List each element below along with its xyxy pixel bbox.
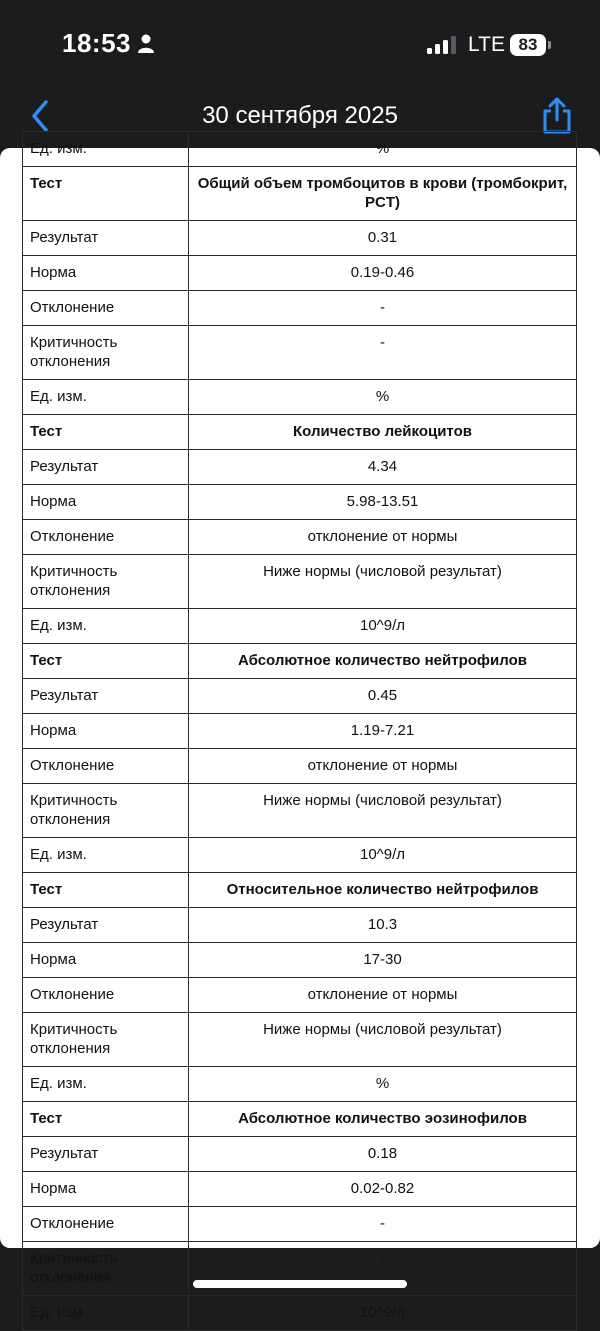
row-label: Ед. изм. — [23, 838, 189, 873]
row-label: Отклонение — [23, 749, 189, 784]
table-row — [23, 520, 577, 555]
table-row — [23, 1067, 577, 1102]
results-content[interactable] — [0, 140, 600, 1321]
row-label: Норма — [23, 256, 189, 291]
row-label: Ед. изм. — [23, 1067, 189, 1102]
table-row — [23, 1207, 577, 1242]
page-title: 30 сентября 2025 — [202, 102, 398, 129]
table-row — [23, 1296, 577, 1331]
table-row — [23, 450, 577, 485]
table-test-row — [23, 644, 577, 679]
table-row — [23, 326, 577, 380]
share-icon — [540, 96, 574, 136]
row-value: - — [189, 1242, 577, 1296]
row-value: 10^9/л — [189, 609, 577, 644]
row-label: Ед. изм. — [23, 132, 189, 167]
table-row — [23, 555, 577, 609]
row-label: Результат — [23, 679, 189, 714]
table-test-row — [23, 1102, 577, 1137]
table-row — [23, 908, 577, 943]
table-row — [23, 1172, 577, 1207]
row-value: 5.98-13.51 — [189, 485, 577, 520]
row-value: Ниже нормы (числовой результат) — [189, 1013, 577, 1067]
status-bar — [0, 0, 600, 90]
row-label: Отклонение — [23, 291, 189, 326]
table-row — [23, 132, 577, 167]
row-value: % — [189, 380, 577, 415]
row-value: 10^9/л — [189, 1296, 577, 1331]
row-label: Норма — [23, 485, 189, 520]
table-row — [23, 221, 577, 256]
test-label: Тест — [23, 415, 189, 450]
row-label: Результат — [23, 1137, 189, 1172]
home-indicator[interactable] — [193, 1280, 407, 1288]
row-value: 0.19-0.46 — [189, 256, 577, 291]
row-label: Ед. изм. — [23, 1296, 189, 1331]
row-value: 4.34 — [189, 450, 577, 485]
status-time: 18:53 — [62, 28, 131, 58]
cellular-signal-icon — [427, 35, 459, 60]
row-label: Критичность отклонения — [23, 326, 189, 380]
test-label: Тест — [23, 167, 189, 221]
table-row — [23, 485, 577, 520]
row-value: 10.3 — [189, 908, 577, 943]
row-label: Критичность отклонения — [23, 555, 189, 609]
row-label: Норма — [23, 943, 189, 978]
row-label: Ед. изм. — [23, 609, 189, 644]
table-row — [23, 291, 577, 326]
row-label: Отклонение — [23, 1207, 189, 1242]
row-value: 0.31 — [189, 221, 577, 256]
row-label: Норма — [23, 714, 189, 749]
row-label: Отклонение — [23, 978, 189, 1013]
row-value: 0.02-0.82 — [189, 1172, 577, 1207]
row-value: отклонение от нормы — [189, 978, 577, 1013]
table-test-row — [23, 415, 577, 450]
test-label: Тест — [23, 873, 189, 908]
row-value: 17-30 — [189, 943, 577, 978]
table-test-row — [23, 873, 577, 908]
row-label: Критичность отклонения — [23, 1242, 189, 1296]
table-row — [23, 978, 577, 1013]
table-row — [23, 943, 577, 978]
row-label: Критичность отклонения — [23, 1013, 189, 1067]
row-value: Ниже нормы (числовой результат) — [189, 784, 577, 838]
row-value: 10^9/л — [189, 838, 577, 873]
table-row — [23, 714, 577, 749]
row-label: Отклонение — [23, 520, 189, 555]
table-row — [23, 256, 577, 291]
test-name: Общий объем тромбоцитов в крови (тромбокрит, PCT) — [189, 167, 577, 221]
test-name: Абсолютное количество эозинофилов — [189, 1102, 577, 1137]
table-row — [23, 749, 577, 784]
row-value: - — [189, 291, 577, 326]
share-button[interactable] — [540, 96, 574, 136]
test-name: Относительное количество нейтрофилов — [189, 873, 577, 908]
table-test-row — [23, 167, 577, 221]
network-type: LTE — [468, 33, 505, 56]
test-name: Абсолютное количество нейтрофилов — [189, 644, 577, 679]
row-label: Результат — [23, 450, 189, 485]
battery-indicator: 83 — [510, 34, 546, 56]
row-label: Результат — [23, 221, 189, 256]
row-value: - — [189, 1207, 577, 1242]
table-row — [23, 380, 577, 415]
row-value: % — [189, 1067, 577, 1102]
results-table — [22, 131, 577, 1331]
row-value: отклонение от нормы — [189, 520, 577, 555]
row-label: Результат — [23, 908, 189, 943]
table-row — [23, 679, 577, 714]
row-label: Ед. изм. — [23, 380, 189, 415]
test-label: Тест — [23, 1102, 189, 1137]
row-value: 0.45 — [189, 679, 577, 714]
person-icon — [137, 34, 155, 59]
row-value: Ниже нормы (числовой результат) — [189, 555, 577, 609]
row-label: Норма — [23, 1172, 189, 1207]
table-row — [23, 1137, 577, 1172]
row-label: Критичность отклонения — [23, 784, 189, 838]
table-row — [23, 1013, 577, 1067]
row-value: отклонение от нормы — [189, 749, 577, 784]
test-name: Количество лейкоцитов — [189, 415, 577, 450]
row-value: 0.18 — [189, 1137, 577, 1172]
table-row — [23, 784, 577, 838]
test-label: Тест — [23, 644, 189, 679]
row-value: - — [189, 326, 577, 380]
battery-tip — [548, 41, 551, 49]
row-value: % — [189, 132, 577, 167]
table-row — [23, 838, 577, 873]
row-value: 1.19-7.21 — [189, 714, 577, 749]
table-row — [23, 609, 577, 644]
